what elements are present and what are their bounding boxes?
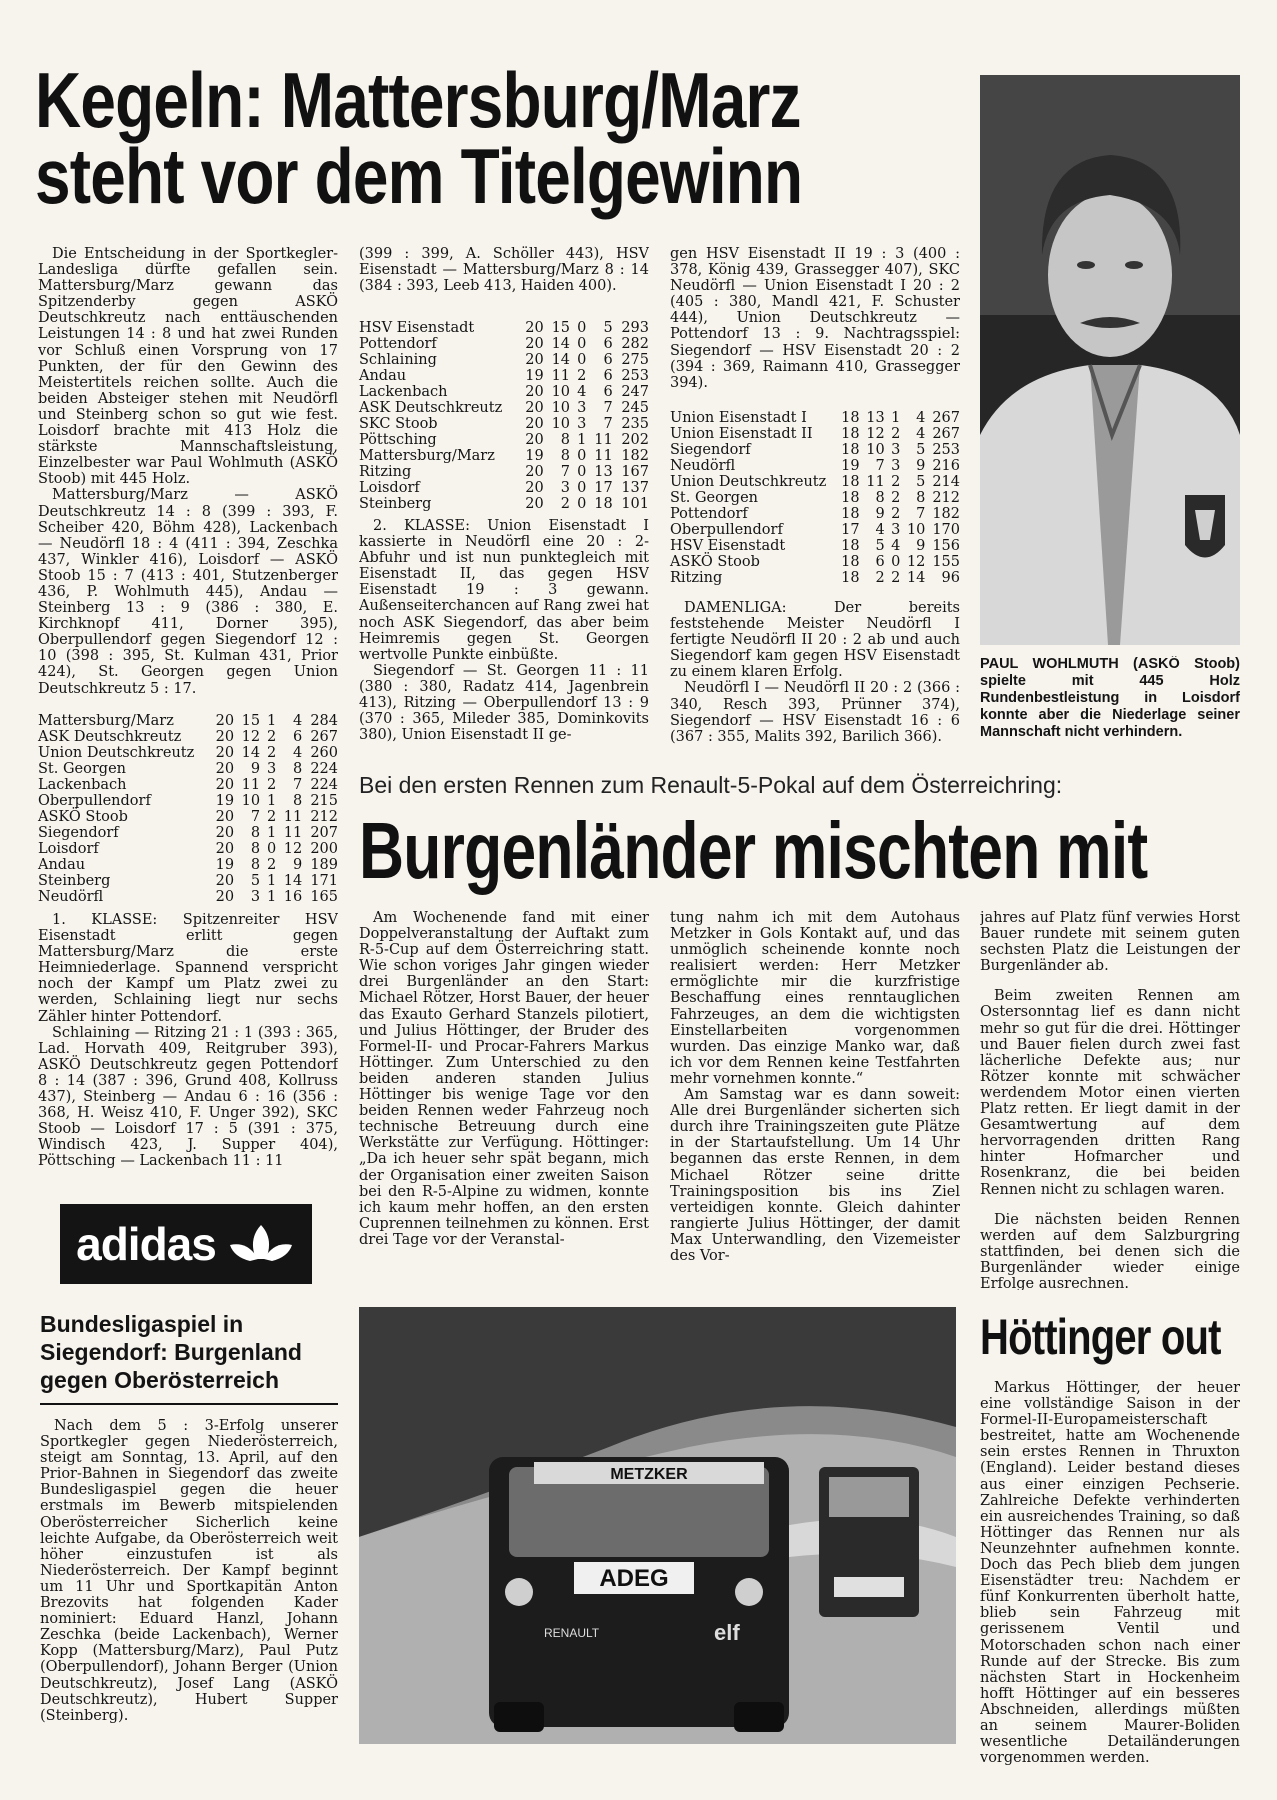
hoettinger-headline: Höttinger out: [980, 1309, 1221, 1365]
standings-value: 5: [603, 320, 613, 336]
standings-row: [359, 400, 649, 416]
standings-value: 16: [283, 889, 303, 905]
standings-row: [670, 474, 960, 490]
standings-row: [38, 857, 338, 873]
standings-value: 253: [932, 442, 960, 458]
standings-value: 3: [577, 416, 587, 432]
standings-value: 20: [525, 384, 544, 400]
standings-value: 8: [875, 490, 885, 506]
standings-row: [359, 352, 649, 368]
standings-value: 182: [621, 448, 649, 464]
renault-text-3: Am Samstag war es dann soweit: Alle drei Burgenländer sicherten sich durch ihre Trainingszeiten gute Plätze in der Startaufstellung. Um 14 Uhr begannen das erste Rennen, in dem Michael Rötzer seine dritte Trainingsposition bis ins Ziel verteidigen konnte. Gleich dahinter rangierte Julius Höttinger, der damit Max Unterwandling, den Vizemeister des Vor-: [670, 1087, 960, 1264]
standings-value: 9: [916, 458, 926, 474]
standings-value: 267: [310, 729, 338, 745]
standings-value: 15: [551, 320, 571, 336]
standings-value: 11: [594, 432, 613, 448]
renault-text-5: Beim zweiten Rennen am Ostersonntag lief es dann nicht mehr so gut für die drei. Höttinger und Bauer fielen durch zwei fast lächerliche Defekte aus; nur Rötzer konnte mit schwächer werdendem Motor einen vierten Platz retten. Er liegt damit in der Gesamtwertung auf dem hervorragenden dritten Rang hinter Hofmarcher und Rosenkranz, die bei beiden Rennen nicht zu schlagen waren.: [980, 988, 1240, 1198]
standings-value: 5: [916, 442, 926, 458]
standings-value: 293: [621, 320, 649, 336]
standings-value: 6: [603, 368, 613, 384]
standings-value: 0: [577, 352, 587, 368]
standings-value: 0: [577, 480, 587, 496]
standings-value: 18: [841, 554, 860, 570]
standings-value: 1: [267, 793, 277, 809]
damenliga-report: DAMENLIGA: Der bereits feststehende Meister Neudörfl I fertigte Neudörfl II 20 : 2 ab und auch Siegendorf kam gegen HSV Eisenstadt zu einem klaren Erfolg.: [670, 600, 960, 681]
standings-value: 20: [215, 889, 235, 905]
hoettinger-text-column: [980, 1380, 1240, 1780]
trefoil-icon: [226, 1221, 296, 1267]
standings-row: [38, 793, 338, 809]
standings-value: 253: [621, 368, 649, 384]
standings-value: 4: [891, 538, 901, 554]
team-name: Steinberg: [38, 873, 111, 889]
standings-value: 275: [621, 352, 649, 368]
kegeln-column-2-lower: [359, 518, 649, 748]
adidas-logo-text: adidas: [76, 1218, 216, 1270]
standings-value: 4: [916, 426, 926, 442]
standings-value: 19: [525, 368, 544, 384]
team-name: ASKÖ Stoob: [38, 809, 128, 825]
standings-value: 15: [241, 713, 261, 729]
landesliga-table: [38, 713, 338, 905]
standings-value: 20: [215, 713, 235, 729]
standings-value: 6: [292, 729, 303, 745]
standings-value: 2: [267, 729, 277, 745]
standings-value: 20: [215, 745, 235, 761]
car-sponsor-renault: RENAULT: [544, 1626, 600, 1640]
team-name: Lackenbach: [38, 777, 127, 793]
standings-value: 20: [525, 432, 544, 448]
standings-value: 10: [551, 400, 571, 416]
standings-row: [38, 713, 338, 729]
standings-value: 4: [292, 745, 303, 761]
standings-row: [670, 442, 960, 458]
standings-value: 20: [215, 825, 235, 841]
standings-value: 18: [841, 538, 860, 554]
standings-row: [38, 841, 338, 857]
standings-value: 10: [551, 384, 571, 400]
standings-value: 200: [310, 841, 338, 857]
standings-value: 3: [577, 400, 587, 416]
team-name: Schlaining: [359, 352, 437, 368]
standings-value: 170: [932, 522, 960, 538]
standings-value: 4: [916, 410, 926, 426]
team-name: Loisdorf: [38, 841, 99, 857]
standings-value: 3: [267, 761, 277, 777]
standings-value: 4: [292, 713, 303, 729]
klasse-2-report: 2. KLASSE: Union Eisenstadt I kassierte in Neudörfl eine 20 : 2-Abfuhr und ist nun punktegleich mit Eisenstadt II, das gegen HSV Eisenstadt 19 : 3 gewann. Außenseiterchancen auf Rang zwei hat noch ASK Siegendorf, das aber beim Heimremis gegen St. Georgen wertvolle Punkte einbüßte.: [359, 518, 649, 663]
standings-value: 8: [250, 841, 261, 857]
standings-value: 2: [267, 857, 277, 873]
standings-value: 245: [621, 400, 649, 416]
standings-value: 137: [621, 480, 649, 496]
standings-row: [38, 745, 338, 761]
team-name: Loisdorf: [359, 480, 420, 496]
kegeln-column-1-lower: [38, 912, 338, 1182]
standings-value: 20: [525, 336, 544, 352]
car-sponsor-elf: elf: [714, 1620, 740, 1645]
car-plate-text: ADEG: [599, 1565, 669, 1592]
standings-value: 10: [906, 522, 926, 538]
standings-value: 20: [215, 777, 235, 793]
standings-value: 20: [525, 496, 544, 512]
standings-value: 0: [577, 464, 587, 480]
standings-value: 207: [310, 825, 338, 841]
standings-value: 8: [292, 793, 303, 809]
standings-row: [359, 480, 649, 496]
team-name: Union Eisenstadt II: [670, 426, 813, 442]
standings-value: 11: [283, 825, 303, 841]
standings-value: 18: [841, 442, 860, 458]
standings-value: 11: [594, 448, 613, 464]
standings-value: 2: [267, 745, 277, 761]
standings-value: 9: [292, 857, 303, 873]
standings-value: 2: [891, 474, 901, 490]
standings-value: 19: [215, 857, 235, 873]
damenliga-results: Neudörfl I — Neudörfl II 20 : 2 (366 : 340, Resch 393, Prünner 374), Siegendorf — HSV Eisenstadt 16 : 6 (367 : 355, Malits 392, Barilich 366).: [670, 680, 960, 745]
standings-value: 11: [283, 809, 303, 825]
renault-column-2: [670, 910, 960, 1290]
standings-row: [670, 506, 960, 522]
standings-value: 7: [250, 809, 261, 825]
bundesliga-rule: [40, 1403, 338, 1405]
standings-value: 0: [577, 496, 587, 512]
standings-value: 8: [560, 432, 571, 448]
standings-value: 20: [215, 873, 235, 889]
standings-row: [38, 777, 338, 793]
renault-text-2: tung nahm ich mit dem Autohaus Metzker in Gols Kontakt auf, und das unmöglich scheinende konnte noch realisiert werden: Herr Metzker ermöglichte mir die kurzfristige Beschaffung eines renntauglichen Fahrzeuges, an dem die wichtigsten Einstellarbeiten vorgenommen wurden. Das einzige Manko war, daß ich vor dem Rennen keine Testfahrten mehr vornehmen konnte.“: [670, 910, 960, 1087]
kegeln-headline-line1: Kegeln: Mattersburg/Marz: [35, 56, 801, 144]
klasse-1-report: 1. KLASSE: Spitzenreiter HSV Eisenstadt erlitt gegen Mattersburg/Marz die erste Heimniederlage. Spannend verspricht noch der Kampf um Platz zwei zu werden, Schlaining liegt nur sechs Zähler hinter Pottendorf.: [38, 912, 338, 1025]
standings-value: 2: [891, 490, 901, 506]
team-name: Mattersburg/Marz: [38, 713, 174, 729]
standings-value: 215: [310, 793, 338, 809]
standings-value: 101: [621, 496, 649, 512]
kegeln-column-2: [359, 246, 649, 312]
standings-value: 235: [621, 416, 649, 432]
standings-row: [670, 570, 960, 586]
standings-value: 7: [875, 458, 885, 474]
standings-value: 8: [250, 857, 261, 873]
standings-value: 1: [267, 713, 277, 729]
standings-row: [38, 873, 338, 889]
standings-value: 7: [603, 400, 613, 416]
standings-value: 20: [525, 416, 544, 432]
standings-value: 20: [525, 400, 544, 416]
standings-value: 19: [841, 458, 860, 474]
standings-value: 7: [560, 464, 571, 480]
standings-value: 2: [891, 506, 901, 522]
standings-value: 2: [577, 368, 587, 384]
standings-row: [670, 426, 960, 442]
standings-value: 7: [916, 506, 926, 522]
standings-row: [670, 554, 960, 570]
kegeln-intro: Die Entscheidung in der Sportkegler-Landesliga dürfte gefallen sein. Mattersburg/Marz gewann das Spitzenderby gegen ASKÖ Deutschkreutz nach enttäuschenden Leistungen 14 : 8 und hat zwei Runden vor Schluß einen Vorsprung von 17 Punkten, der für den Gewinn des Meistertitels reichen sollte. Auch die beiden Absteiger stehen mit Neudörfl und Steinberg schon so gut wie fest. Loisdorf brachte mit 413 Holz die stärkste Mannschaftsleistung, Einzelbester war Paul Wohlmuth (ASKÖ Stoob) mit 445 Holz.: [38, 246, 338, 488]
standings-row: [670, 490, 960, 506]
team-name: Union Eisenstadt I: [670, 410, 807, 426]
standings-value: 19: [525, 448, 544, 464]
standings-value: 2: [891, 570, 901, 586]
team-name: HSV Eisenstadt: [359, 320, 475, 336]
standings-value: 18: [841, 426, 860, 442]
standings-value: 3: [560, 480, 571, 496]
standings-value: 9: [250, 761, 261, 777]
standings-value: 10: [241, 793, 261, 809]
standings-row: [359, 432, 649, 448]
standings-value: 167: [621, 464, 649, 480]
standings-value: 19: [215, 793, 235, 809]
standings-value: 8: [916, 490, 926, 506]
bundesliga-text-column: [40, 1418, 338, 1778]
hoettinger-text: Markus Höttinger, der heuer eine vollständige Saison in der Formel-II-Europameisterschaft bestreitet, hatte am Wochenende sein erstes Rennen in Thruxton (England). Leider bestand dieses aus einer einzigen Pechserie. Zahlreiche Defekte verhinderten ein ausreichendes Training, so daß Höttinger das Rennen nur als Neunzehnter aufnehmen konnte. Doch das Pech blieb dem jungen Eisenstädter treu: Nachdem er fünf Konkurrenten überholt hatte, blieb sein Fahrzeug mit gerissenem Ventil und Motorschaden schon nach einer Runde auf der Strecke. Bis zum nächsten Start in Hockenheim hofft Höttinger auf ein besseres Abschneiden, allerdings müßten an seinem Maurer-Boliden wesentliche Detailänderungen vorgenommen werden.: [980, 1380, 1240, 1767]
standings-row: [359, 368, 649, 384]
standings-value: 13: [594, 464, 613, 480]
kegeln-headline: [35, 56, 822, 221]
standings-value: 284: [310, 713, 338, 729]
standings-value: 20: [525, 480, 544, 496]
standings-row: [359, 416, 649, 432]
standings-value: 165: [310, 889, 338, 905]
team-name: Steinberg: [359, 496, 432, 512]
team-name: ASK Deutschkreutz: [359, 400, 503, 416]
standings-value: 224: [310, 761, 338, 777]
standings-value: 216: [932, 458, 960, 474]
team-name: Pottendorf: [670, 506, 748, 522]
standings-value: 0: [891, 554, 901, 570]
klasse-2-results: Siegendorf — St. Georgen 11 : 11 (380 : 380, Radatz 414, Jagenbrein 413), Ritzing — Oberpullendorf 13 : 9 (370 : 365, Mileder 385, Dominkovits 380), Union Eisenstadt II ge-: [359, 662, 649, 744]
standings-value: 12: [241, 729, 261, 745]
standings-value: 17: [841, 522, 860, 538]
portrait-caption: PAUL WOHLMUTH (ASKÖ Stoob) spielte mit 445 Holz Rundenbestleistung in Loisdorf konnte aber die Niederlage seiner Mannschaft nicht verhindern.: [980, 656, 1240, 740]
standings-value: 0: [577, 448, 587, 464]
standings-row: [38, 825, 338, 841]
standings-value: 2: [875, 570, 885, 586]
team-name: Oberpullendorf: [38, 793, 151, 809]
car-banner-text: METZKER: [610, 1466, 688, 1483]
standings-row: [359, 384, 649, 400]
renault-text-4: jahres auf Platz fünf verwies Horst Bauer rundete mit seinem guten sechsten Platz die Leistungen der Burgenländer ab.: [980, 910, 1240, 975]
team-name: Ritzing: [359, 464, 412, 480]
standings-row: [359, 336, 649, 352]
team-name: St. Georgen: [670, 490, 759, 506]
standings-value: 14: [241, 745, 261, 761]
team-name: Mattersburg/Marz: [359, 448, 495, 464]
standings-row: [359, 496, 649, 512]
team-name: ASKÖ Stoob: [670, 554, 760, 570]
standings-value: 11: [551, 368, 571, 384]
klasse-1-results: Schlaining — Ritzing 21 : 1 (393 : 365, Lad. Horvath 409, Reitgruber 393), ASKÖ Deutschkreutz gegen Pottendorf 8 : 14 (387 : 396, Grund 408, Kollruss 437), Steinberg — Andau 6 : 16 (356 : 368, H. Weisz 410, F. Unger 392), SKC Stoob — Loisdorf 17 : 5 (391 : 375, Windisch 423, J. Supper 404), Pöttsching — Lackenbach 11 : 11: [38, 1024, 338, 1170]
standings-value: 189: [310, 857, 338, 873]
team-name: Andau: [38, 857, 86, 873]
standings-value: 4: [577, 384, 587, 400]
standings-value: 4: [875, 522, 885, 538]
team-name: Andau: [359, 368, 407, 384]
standings-value: 1: [891, 410, 901, 426]
klasse-2-table: [670, 410, 960, 586]
standings-value: 5: [250, 873, 261, 889]
standings-value: 1: [267, 873, 277, 889]
kegeln-results-1: Mattersburg/Marz — ASKÖ Deutschkreutz 14 : 8 (399 : 393, F. Scheiber 420, Böhm 428), Lackenbach — Neudörfl 18 : 4 (411 : 394, Zeschka 437, Winkler 416), Loisdorf — ASKÖ Stoob 15 : 7 (413 : 401, Stutzenberger 436, P. Wohlmuth 445), Andau — Steinberg 13 : 9 (386 : 380, E. Kirchknopf 411, Dorner 395), Oberpullendorf gegen Siegendorf 12 : 10 (398 : 395, St. Kulman 431, Prior 424), St. Georgen gegen Union Deutschkreutz 5 : 17.: [38, 487, 338, 697]
standings-value: 267: [932, 410, 960, 426]
standings-row: [38, 761, 338, 777]
team-name: St. Georgen: [38, 761, 127, 777]
standings-value: 20: [215, 761, 235, 777]
standings-value: 8: [292, 761, 303, 777]
standings-value: 10: [551, 416, 571, 432]
renault-text-6: Die nächsten beiden Rennen werden auf dem Salzburgring stattfinden, bei denen sich die Burgenländer wieder einige Erfolge ausrechnen.: [980, 1211, 1240, 1290]
standings-value: 10: [866, 442, 885, 458]
team-name: Ritzing: [670, 570, 723, 586]
standings-value: 214: [932, 474, 960, 490]
kegeln-column-1: [38, 246, 338, 766]
standings-row: [38, 809, 338, 825]
standings-value: 1: [267, 825, 277, 841]
standings-value: 5: [875, 538, 885, 554]
standings-row: [670, 410, 960, 426]
standings-value: 267: [932, 426, 960, 442]
standings-value: 12: [906, 554, 926, 570]
team-name: Oberpullendorf: [670, 522, 783, 538]
team-name: Neudörfl: [38, 889, 104, 905]
standings-value: 7: [603, 416, 613, 432]
standings-value: 18: [594, 496, 613, 512]
standings-value: 13: [866, 410, 885, 426]
standings-value: 17: [594, 480, 613, 496]
standings-row: [359, 448, 649, 464]
standings-value: 6: [603, 352, 613, 368]
renault-subhead: Bei den ersten Rennen zum Renault-5-Pokal auf dem Österreichring:: [359, 772, 1063, 798]
standings-value: 8: [250, 825, 261, 841]
standings-value: 14: [283, 873, 303, 889]
standings-value: 18: [841, 506, 860, 522]
portrait-photo: [980, 75, 1240, 645]
standings-value: 260: [310, 745, 338, 761]
renault-headline: Burgenländer mischten mit: [359, 806, 1148, 895]
bundesliga-text: Nach dem 5 : 3-Erfolg unserer Sportkegler gegen Niederösterreich, steigt am Sonntag, 13. April, auf den Prior-Bahnen in Siegendorf das zweite Bundesligaspiel gegen die heuer erstmals im Bewerb mitspielenden Oberösterreicher Sicherlich keine leichte Aufgabe, da Oberösterreich weit höher einzustufen ist als Niederösterreich. Der Kampf beginnt um 11 Uhr und Sportkapitän Anton Brezovits hat folgenden Kader nominiert: Eduard Hanzl, Johann Zeschka (beide Lackenbach), Werner Kopp (Mattersburg/Marz), Paul Putz (Oberpullendorf), Johann Berger (Union Deutschkreutz), Josef Lang (ASKÖ Deutschkreutz), Hubert Supper (Steinberg).: [40, 1418, 338, 1724]
team-name: Lackenbach: [359, 384, 448, 400]
standings-row: [38, 729, 338, 745]
kegeln-headline-line2: steht vor dem Titelgewinn: [35, 132, 803, 221]
standings-value: 20: [525, 352, 544, 368]
standings-value: 9: [875, 506, 885, 522]
standings-value: 14: [551, 336, 571, 352]
renault-text-1: Am Wochenende fand mit einer Doppelveranstaltung der Auftakt zum R-5-Cup auf dem Österreichring statt. Wie schon voriges Jahr gingen wieder drei Burgenländer an den Start: Michael Rötzer, Horst Bauer, der heuer das Exauto Gerhard Stanzels pilotiert, und Julius Höttinger, der Bruder des Formel-II- und Procar-Fahrers Markus Höttinger. Zum Unterschied zu den beiden anderen standen Julius Höttinger bis wenige Tage vor den beiden Rennen weder Fahrzeug noch technische Betreuung durch eine Werkstätte zur Verfügung. Höttinger: „Da ich heuer sehr spät begann, mich der Organisation einer zweiten Saison bei den R-5-Alpine zu widmen, konnte ich kaum mehr hoffen, an den ersten Cuprennen teilnehmen zu können. Erst drei Tage vor der Veranstal-: [359, 910, 649, 1248]
standings-value: 96: [941, 570, 960, 586]
standings-value: 2: [267, 777, 277, 793]
standings-value: 20: [525, 464, 544, 480]
standings-row: [670, 538, 960, 554]
adidas-ad: [60, 1204, 312, 1284]
standings-row: [359, 320, 649, 336]
team-name: HSV Eisenstadt: [670, 538, 786, 554]
standings-value: 1: [577, 432, 587, 448]
standings-value: 7: [292, 777, 303, 793]
standings-value: 2: [560, 496, 571, 512]
team-name: Siegendorf: [670, 442, 751, 458]
standings-value: 18: [841, 490, 860, 506]
standings-value: 6: [603, 336, 613, 352]
standings-value: 3: [891, 458, 901, 474]
standings-value: 9: [916, 538, 926, 554]
standings-value: 0: [577, 336, 587, 352]
standings-value: 171: [310, 873, 338, 889]
standings-value: 18: [841, 410, 860, 426]
kegeln-column-3-lower: [670, 600, 960, 750]
standings-value: 14: [906, 570, 926, 586]
standings-value: 14: [551, 352, 571, 368]
klasse-1-table: [359, 320, 649, 512]
standings-value: 12: [866, 426, 885, 442]
standings-value: 20: [215, 809, 235, 825]
team-name: Neudörfl: [670, 458, 736, 474]
team-name: Siegendorf: [38, 825, 119, 841]
team-name: SKC Stoob: [359, 416, 438, 432]
standings-value: 212: [932, 490, 960, 506]
standings-value: 11: [866, 474, 885, 490]
standings-value: 5: [916, 474, 926, 490]
standings-value: 247: [621, 384, 649, 400]
landesliga-results-cont: (399 : 399, A. Schöller 443), HSV Eisenstadt — Mattersburg/Marz 8 : 14 (384 : 393, Leeb 413, Haiden 400).: [359, 246, 649, 295]
standings-row: [670, 522, 960, 538]
standings-value: 3: [891, 522, 901, 538]
standings-value: 282: [621, 336, 649, 352]
standings-value: 2: [267, 809, 277, 825]
standings-value: 202: [621, 432, 649, 448]
team-name: Pöttsching: [359, 432, 437, 448]
race-car-image: [359, 1307, 956, 1744]
standings-value: 3: [250, 889, 261, 905]
standings-row: [670, 458, 960, 474]
standings-value: 12: [283, 841, 303, 857]
standings-value: 212: [310, 809, 338, 825]
klasse-2-results-cont: gen HSV Eisenstadt II 19 : 3 (400 : 378, König 439, Grassegger 407), SKC Neudörfl — Union Eisenstadt I 20 : 2 (405 : 380, Mandl 421, F. Schuster 444), Union Deutschkreutz — Pottendorf 13 : 9. Nachtragsspiel: Siegendorf — HSV Eisenstadt 20 : 2 (394 : 369, Raimann 410, Grassegger 394).: [670, 246, 960, 391]
standings-row: [359, 464, 649, 480]
standings-row: [38, 889, 338, 905]
portrait-image: [980, 75, 1240, 645]
standings-value: 20: [215, 841, 235, 857]
standings-value: 20: [525, 320, 544, 336]
team-name: ASK Deutschkreutz: [38, 729, 182, 745]
team-name: Union Deutschkreutz: [670, 474, 827, 490]
standings-value: 224: [310, 777, 338, 793]
standings-value: 182: [932, 506, 960, 522]
renault-column-3: [980, 910, 1240, 1290]
team-name: Union Deutschkreutz: [38, 745, 195, 761]
standings-value: 11: [241, 777, 261, 793]
standings-value: 18: [841, 570, 860, 586]
standings-value: 8: [560, 448, 571, 464]
standings-value: 0: [577, 320, 587, 336]
standings-value: 1: [267, 889, 277, 905]
standings-value: 3: [891, 442, 901, 458]
renault-column-1: [359, 910, 649, 1290]
kegeln-column-3: [670, 246, 960, 396]
team-name: Pottendorf: [359, 336, 437, 352]
standings-value: 156: [932, 538, 960, 554]
race-car-photo: [359, 1307, 956, 1744]
standings-value: 155: [932, 554, 960, 570]
standings-value: 6: [603, 384, 613, 400]
standings-value: 20: [215, 729, 235, 745]
standings-value: 6: [875, 554, 885, 570]
standings-value: 0: [267, 841, 277, 857]
standings-value: 18: [841, 474, 860, 490]
bundesliga-headline: Bundesligaspiel in Siegendorf: Burgenland gegen Oberösterreich: [40, 1311, 302, 1393]
standings-value: 2: [891, 426, 901, 442]
